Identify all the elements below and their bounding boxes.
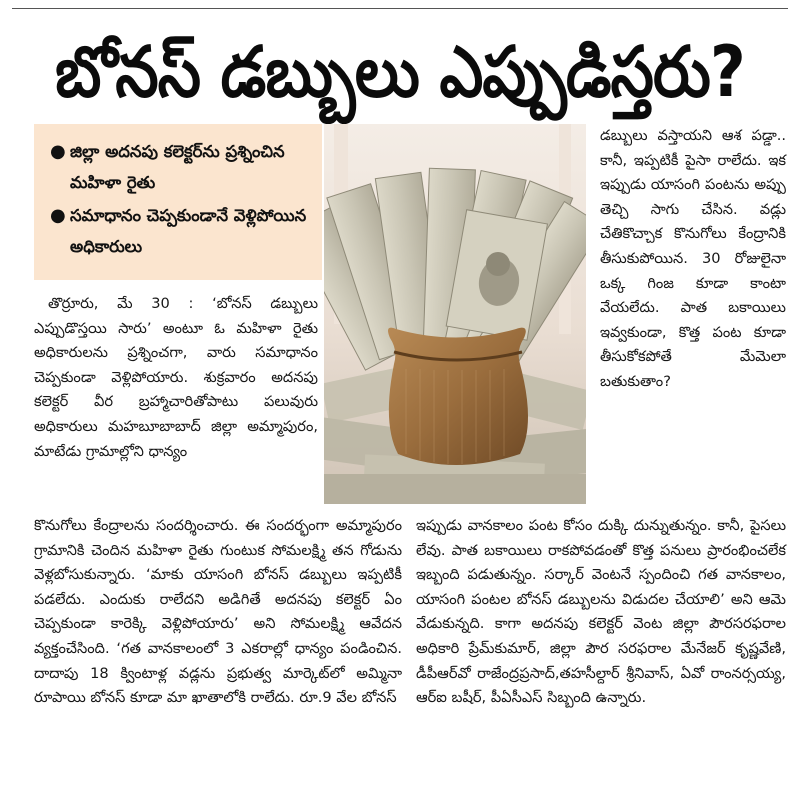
article-column-bottom-right xyxy=(416,514,786,711)
article-paragraph: ఇప్పుడు వానకాలం పంట కోసం దుక్కి దున్నుతున్నం. కానీ, పైసలు లేవు. పాత బకాయిలు రాకపోవడంతో కొత్త పనులు ప్రారంభించలేక ఇబ్బంది పడుతున్నం. సర్కార్ వెంటనే స్పందించి గత వానకాలం, యాసంగి పంటల బోనస్ డబ్బులను విడుదల చేయాలి’ అని ఆమె వేడుకున్నది. కాగా అదనపు కలెక్టర్ వెంట జిల్లా పౌరసరఫరాల అధికారి ప్రేమ్‌కుమార్, జిల్లా పౌర సరఫరాల మేనేజర్ కృష్ణవేణి, డీపీఆర్‌వో రాజేంద్రప్రసాద్,తహసీల్దార్ శ్రీనివాస్, ఏవో రాంనర్సయ్య, ఆర్‌ఐ బషీర్, పీఏసీఎస్ సిబ్బంది ఉన్నారు. xyxy=(416,517,786,707)
highlight-text: జిల్లా అదనపు కలెక్టర్‌ను ప్రశ్నించిన మహిళా రైతు xyxy=(70,142,285,192)
money-bag-photo xyxy=(324,124,586,504)
article-paragraph: కొనుగోలు కేంద్రాలను సందర్శించారు. ఈ సందర్భంగా అమ్మాపురం గ్రామానికి చెందిన మహిళా రైతు గుంటుక సోమలక్ష్మి తన గోడును వెళ్లబోసుకున్నారు. ‘మాకు యాసంగి బోనస్ డబ్బులు ఇప్పటికీ పడలేదు. ఎందుకు రాలేదని అడిగితే అదనపు కలెక్టర్ ఏం చెప్పకుండా కారెక్కి వెళ్లిపోయారు’ అని సోమలక్ష్మి ఆవేదన వ్యక్తంచేసింది. ‘గత వానకాలంలో 3 ఎకరాల్లో ధాన్యం పండించిన. దాదాపు 18 క్వింటాళ్ల వడ్లను ప్రభుత్వ మార్కెట్‌లో అమ్మినా రూపాయి బోనస్ కూడా మా ఖాతాలోకి రాలేదు. రూ.9 వేల బోనస్ xyxy=(34,517,402,707)
highlight-item xyxy=(48,136,312,198)
highlight-text: సమాధానం చెప్పకుండానే వెళ్లిపోయిన అధికారులు xyxy=(70,206,307,256)
article-paragraph: డబ్బులు వస్తాయని ఆశ పడ్డా.. కానీ, ఇప్పటికీ పైసా రాలేదు. ఇక ఇప్పుడు యాసంగి పంటను అప్పు తెచ్చి సాగు చేసిన. వడ్లు చేతికొచ్చాక కొనుగోలు కేంద్రానికి తీసుకుపోయిన. 30 రోజులైనా ఒక్క గింజ కూడా కాంటా వేయలేదు. పాత బకాయిలు ఇవ్వకుండా, కొత్త పంట కూడా తీసుకోకపోతే మేమెలా బతుకుతాం? xyxy=(600,127,786,390)
article-column-left xyxy=(34,292,318,464)
bullet-icon: ● xyxy=(50,205,66,226)
article-paragraph: తొర్రూరు, మే 30 : ‘బోనస్ డబ్బులు ఎప్పుడొస్తయి సారు’ అంటూ ఓ మహిళా రైతు అధికారులను ప్రశ్నించగా, వారు సమాధానం చెప్పకుండా వెళ్లిపోయారు. శుక్రవారం అదనపు కలెక్టర్ వీర బ్రహ్మాచారితోపాటు పలువురు అధికారులు మహబూబాబాద్ జిల్లా అమ్మాపురం, మాటేడు గ్రామాల్లోని ధాన్యం xyxy=(34,295,318,460)
article-column-bottom-left xyxy=(34,514,402,711)
headline: బోనస్ డబ్బులు ఎప్పుడిస్తరు? xyxy=(55,31,745,113)
top-rule xyxy=(12,8,788,9)
article-column-right xyxy=(600,124,786,395)
bullet-icon: ● xyxy=(50,141,66,162)
highlight-item xyxy=(48,200,312,262)
highlights-box xyxy=(34,124,322,280)
